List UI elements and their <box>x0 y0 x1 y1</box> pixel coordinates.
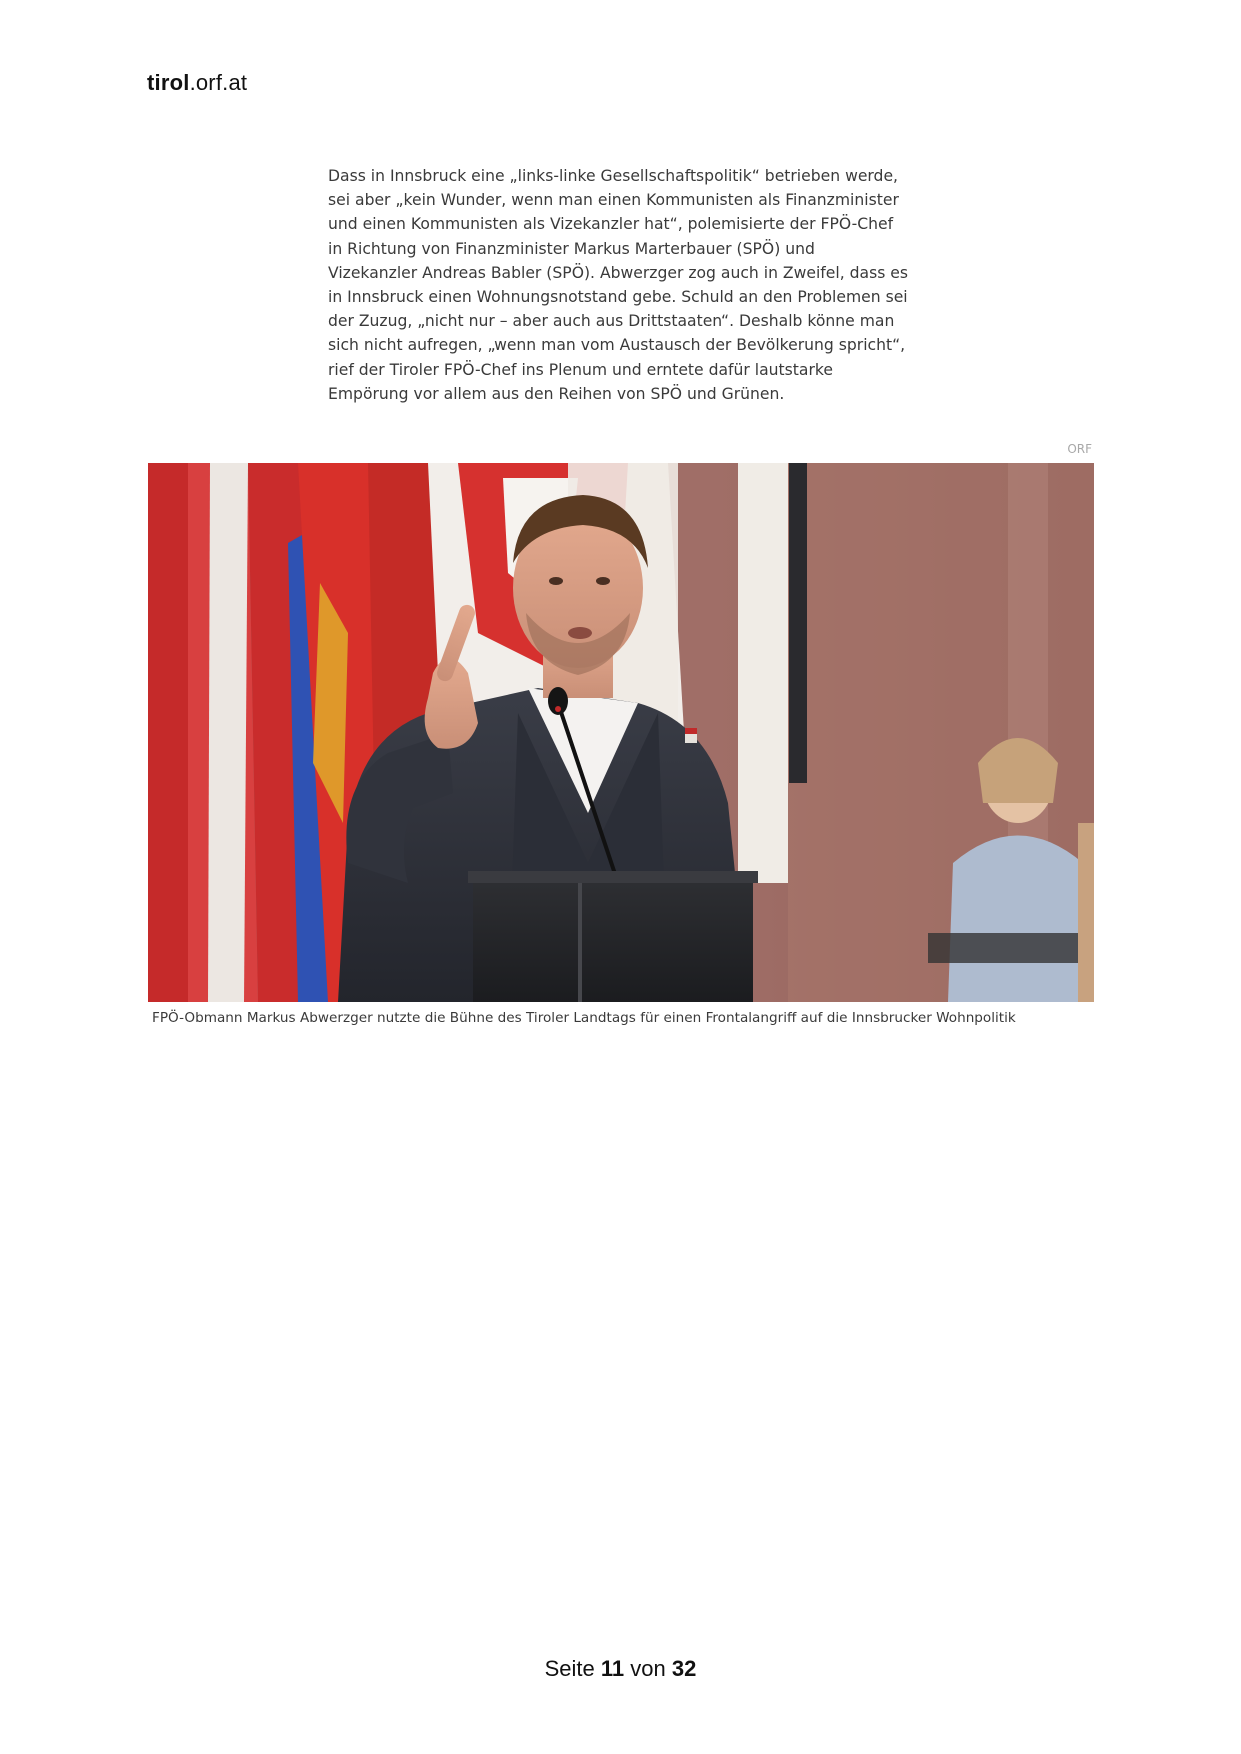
site-domain: .orf.at <box>189 70 248 95</box>
page-footer <box>0 1656 1241 1682</box>
article-paragraph: Dass in Innsbruck eine „links-linke Gesellschaftspolitik“ betrieben werde, sei aber „kein Wunder, wenn man einen Kommunisten als Finanzminister und einen Kommunisten als Vizekanzler hat“, polemisierte der FPÖ-Chef in Richtung von Finanzminister Markus Marterbauer (SPÖ) und Vizekanzler Andreas Babler (SPÖ). Abwerzger zog auch in Zweifel, dass es in Innsbruck einen Wohnungsnotstand gebe. Schuld an den Problemen sei der Zuzug, „nicht nur – aber auch aus Drittstaaten“. Deshalb könne man sich nicht aufregen, „wenn man vom Austausch der Bevölkerung spricht“, rief der Tiroler FPÖ-Chef ins Plenum und erntete dafür lautstarke Empörung vor allem aus den Reihen von SPÖ und Grünen. <box>328 167 909 403</box>
article-photo <box>148 463 1094 1002</box>
page-label: Seite <box>544 1656 595 1681</box>
photo-caption: FPÖ-Obmann Markus Abwerzger nutzte die Bühne des Tiroler Landtags für einen Frontalangriff auf die Innsbrucker Wohnpolitik <box>152 1010 1016 1026</box>
site-header <box>147 70 247 96</box>
photo-credit: ORF <box>1067 442 1092 456</box>
current-page-number: 11 <box>600 1656 625 1681</box>
page-separator: von <box>630 1656 666 1681</box>
site-brand: tirol <box>147 70 190 95</box>
total-pages-number: 32 <box>671 1656 697 1681</box>
